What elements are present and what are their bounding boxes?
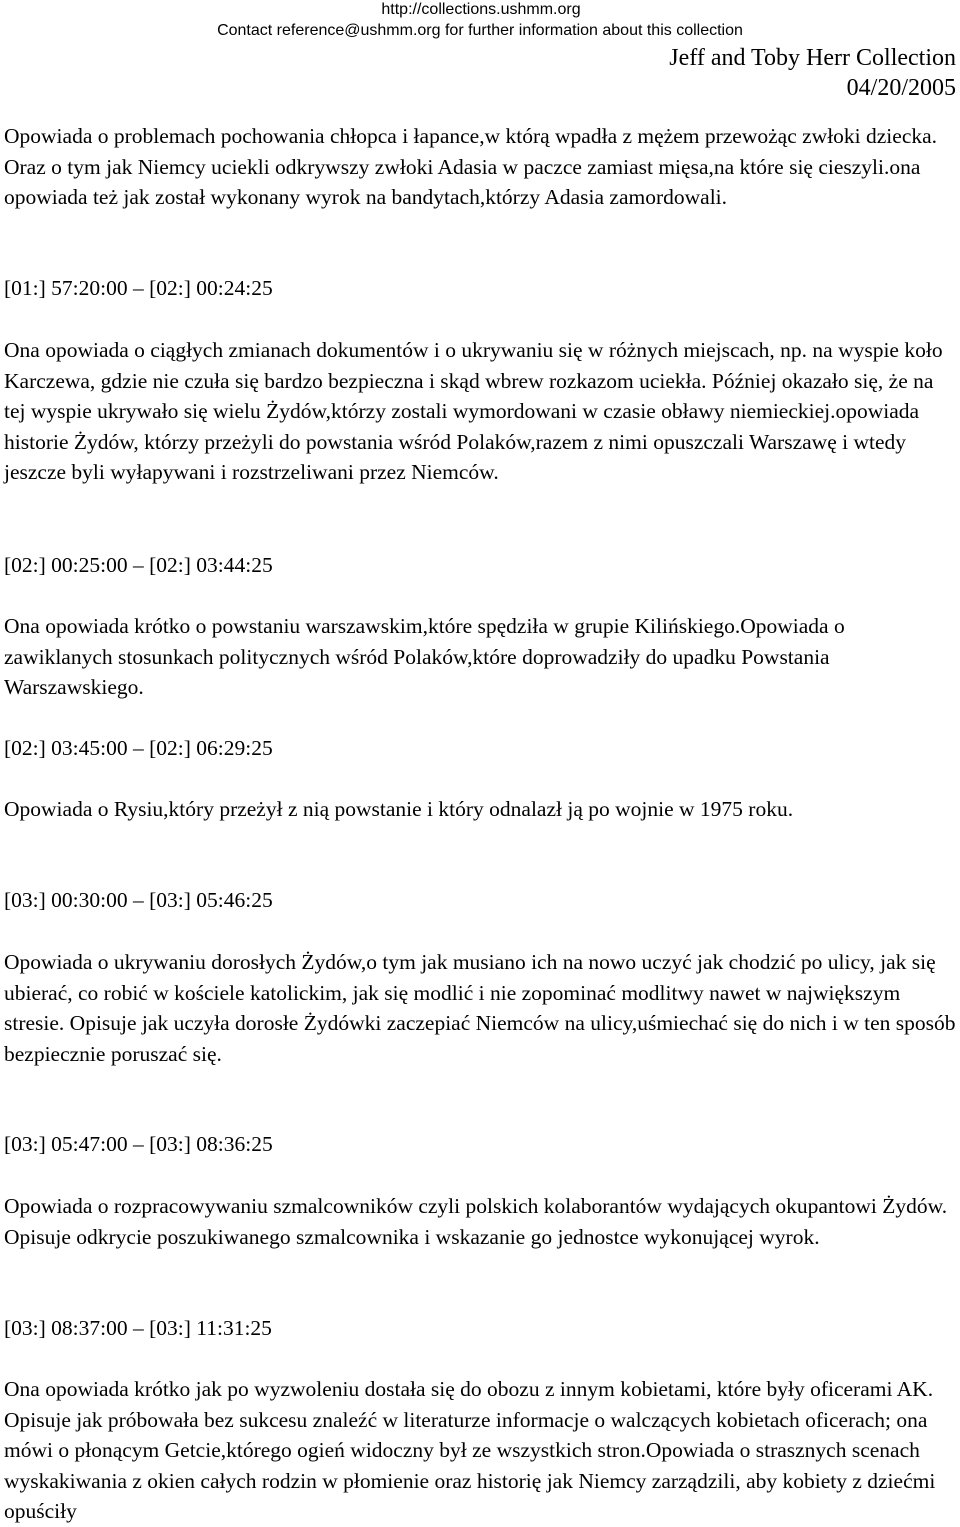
segment-text: Ona opowiada krótko jak po wyzwoleniu dostała się do obozu z innym kobietami, które były oficerami AK. Opisuje jak próbowała bez sukcesu znaleźć w literaturze informacje o walczących kobietach oficerach; ona mówi o płonącym Getcie,którego ogień widoczny był ze wszystkich stron.Opowiada o strasznych scenach wyskakiwania z okien całych rodzin w płomienie oraz historię jak Niemcy zarządzili, aby kobiety z dziećmi opuściły (4, 1377, 936, 1524)
segment-timecode: [03:] 00:30:00 – [03:] 05:46:25 (4, 888, 273, 912)
segment-text: Opowiada o rozpracowywaniu szmalcowników czyli polskich kolaborantów wydających okupantowi Żydów. Opisuje odkrycie poszukiwanego szmalcownika i wskazanie go jednostce wykonującej wyrok. (4, 1194, 948, 1249)
collection-title: Jeff and Toby Herr Collection (669, 45, 956, 71)
segment-text: Ona opowiada o ciągłych zmianach dokumentów i o ukrywaniu się w różnych miejscach, np. na wyspie koło Karczewa, gdzie nie czuła się bardzo bezpieczna i skąd wbrew rozkazom uciekła. Później okazało się, że na tej wyspie ukrywało się wielu Żydów,którzy zostali wymordowani w czasie obławy niemieckiej.opowiada historie Żydów, którzy przeżyli do powstania wśród Polaków,razem z nimi opuszczali Warszawę i wtedy jeszcze byli wyłapywani i rozstrzeliwani przez Niemców. (4, 338, 943, 485)
header-url[interactable]: http://collections.ushmm.org (381, 1, 581, 18)
segment-text: Opowiada o ukrywaniu dorosłych Żydów,o tym jak musiano ich na nowo uczyć jak chodzić po ulicy, jak się ubierać, co robić w kościele katolickim, jak się modlić i nie zopominać modlitwy nawet w największym stresie. Opisuje jak uczyła dorosłe Żydówki zaczepiać Niemców na ulicy,uśmiechać się do nich i w ten sposób bezpiecznie poruszać się. (4, 950, 956, 1066)
segment-timecode: [02:] 00:25:00 – [02:] 03:44:25 (4, 553, 273, 577)
segment-timecode: [03:] 05:47:00 – [03:] 08:36:25 (4, 1132, 273, 1156)
segment-text: Opowiada o Rysiu,który przeżył z nią powstanie i który odnalazł ją po wojnie w 1975 roku. (4, 797, 794, 821)
segment-timecode: [01:] 57:20:00 – [02:] 00:24:25 (4, 276, 273, 300)
segment-text: Ona opowiada krótko o powstaniu warszawskim,które spędziła w grupie Kilińskiego.Opowiada o zawiklanych stosunkach politycznych wśród Polaków,które doprowadziły do upadku Powstania Warszawskiego. (4, 614, 845, 700)
segment-timecode: [02:] 03:45:00 – [02:] 06:29:25 (4, 736, 273, 760)
segment-timecode: [03:] 08:37:00 – [03:] 11:31:25 (4, 1316, 272, 1340)
document-date: 04/20/2005 (846, 75, 956, 101)
header-contact-line: Contact reference@ushmm.org for further information about this collection (217, 22, 743, 39)
intro-paragraph: Opowiada o problemach pochowania chłopca i łapance,w którą wpadła z mężem przewożąc zwłoki dziecka. Oraz o tym jak Niemcy uciekli odkrywszy zwłoki Adasia w paczce zamiast mięsa,na które się cieszyli.ona opowiada też jak został wykonany wyrok na bandytach,którzy Adasia zamordowali. (4, 124, 938, 210)
